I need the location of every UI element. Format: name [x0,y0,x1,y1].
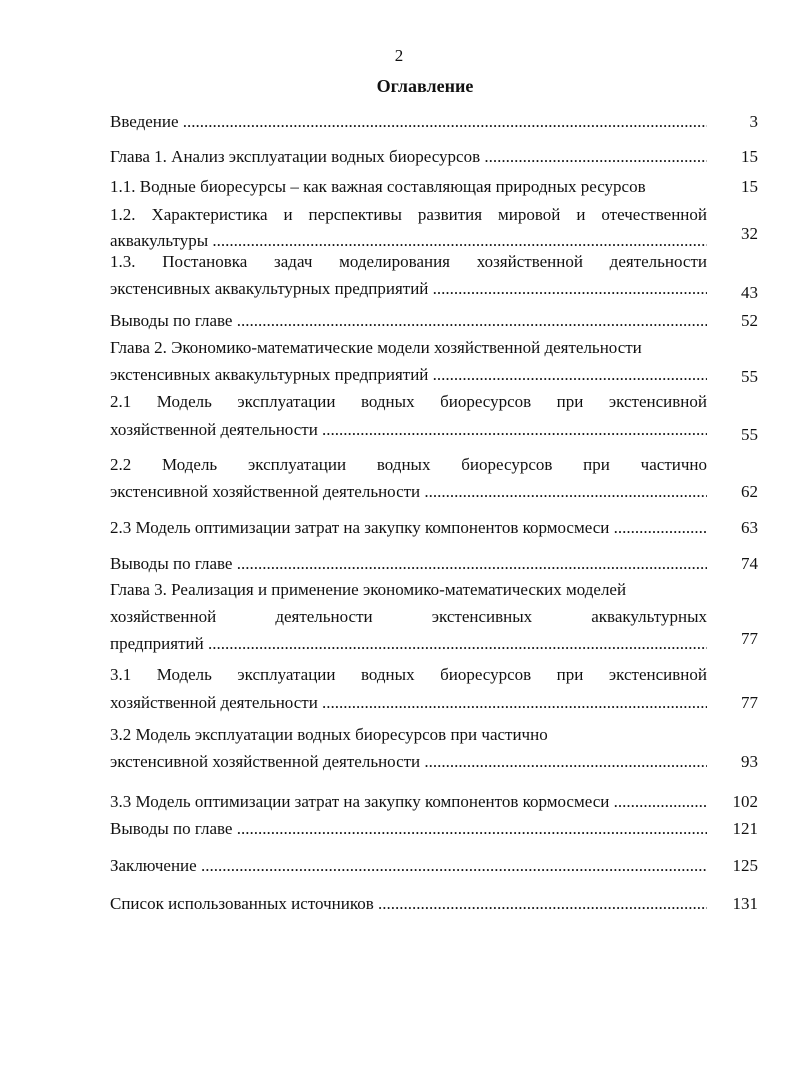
toc-entry-section-3-1[interactable]: 3.1 Модель эксплуатации водных биоресурсов при экстенсивной [110,665,707,684]
toc-entry-section-3-1-cont[interactable]: хозяйственной деятельности ..... [110,692,707,714]
toc-entry-chapter-3-cont[interactable]: хозяйственной деятельности экстенсивных аквакультурных [110,607,707,626]
toc-page-number: 15 [741,177,758,196]
toc-entry-section-2-3[interactable]: 2.3 Модель оптимизации затрат на закупку компонентов кормосмеси ..... [110,517,707,539]
toc-entry-section-1-3-cont[interactable]: экстенсивных аквакультурных предприятий ..... [110,278,707,300]
toc-entry-chapter-2[interactable]: Глава 2. Экономико-математические модели хозяйственной деятельности [110,338,642,357]
toc-entry-section-2-1-cont[interactable]: хозяйственной деятельности ..... [110,419,707,441]
toc-entry-section-1-2-cont[interactable]: аквакультуры ..... [110,230,707,252]
toc-entry-section-1-1[interactable]: 1.1. Водные биоресурсы – как важная составляющая природных ресурсов [110,177,646,196]
toc-page-number: 77 [741,629,758,648]
toc-page-number: 52 [741,311,758,330]
toc-page-number: 62 [741,482,758,501]
toc-entry-conclusions-ch3[interactable]: Выводы по главе ..... [110,818,707,840]
toc-entry-section-3-2-cont[interactable]: экстенсивной хозяйственной деятельности ..... [110,751,707,773]
toc-entry-section-3-3[interactable]: 3.3 Модель оптимизации затрат на закупку компонентов кормосмеси ..... [110,791,707,813]
toc-page-number: 74 [741,554,758,573]
toc-page-number: 131 [732,894,758,913]
toc-entry-references[interactable]: Список использованных источников ..... [110,893,707,915]
toc-page-number: 121 [732,819,758,838]
toc-entry-section-1-2[interactable]: 1.2. Характеристика и перспективы развития мировой и отечественной [110,205,707,224]
toc-entry-introduction[interactable]: Введение ..... [110,111,707,133]
toc-entry-section-3-2[interactable]: 3.2 Модель эксплуатации водных биоресурсов при частично [110,725,548,744]
toc-entry-conclusions-ch2[interactable]: Выводы по главе ..... [110,553,707,575]
toc-page-number: 55 [741,425,758,444]
toc-entry-section-1-3[interactable]: 1.3. Постановка задач моделирования хозяйственной деятельности [110,252,707,271]
toc-entry-section-2-1[interactable]: 2.1 Модель эксплуатации водных биоресурсов при экстенсивной [110,392,707,411]
toc-entry-chapter-3[interactable]: Глава 3. Реализация и применение экономико-математических моделей [110,580,627,599]
toc-entry-chapter-1[interactable]: Глава 1. Анализ эксплуатации водных биоресурсов ..... [110,146,707,168]
toc-page-number: 63 [741,518,758,537]
toc-page-number: 102 [732,792,758,811]
toc-page-number: 93 [741,752,758,771]
toc-entry-section-2-2[interactable]: 2.2 Модель эксплуатации водных биоресурсов при частично [110,455,707,474]
toc-entry-chapter-2-cont[interactable]: экстенсивных аквакультурных предприятий ..... [110,364,707,386]
toc-page-number: 32 [741,224,758,243]
toc-page-number: 125 [732,856,758,875]
toc-page-number: 77 [741,693,758,712]
toc-entry-section-2-2-cont[interactable]: экстенсивной хозяйственной деятельности ..... [110,481,707,503]
toc-entry-conclusion[interactable]: Заключение ..... [110,855,707,877]
toc-page-number: 15 [741,147,758,166]
toc-page-number: 55 [741,367,758,386]
toc-entry-chapter-3-cont2[interactable]: предприятий ..... [110,633,707,655]
toc-title: Оглавление [376,76,474,96]
page-number: 2 [394,46,404,65]
toc-entry-conclusions-ch1[interactable]: Выводы по главе ..... [110,310,707,332]
toc-page-number: 43 [741,283,758,302]
toc-page-number: 3 [749,112,758,131]
